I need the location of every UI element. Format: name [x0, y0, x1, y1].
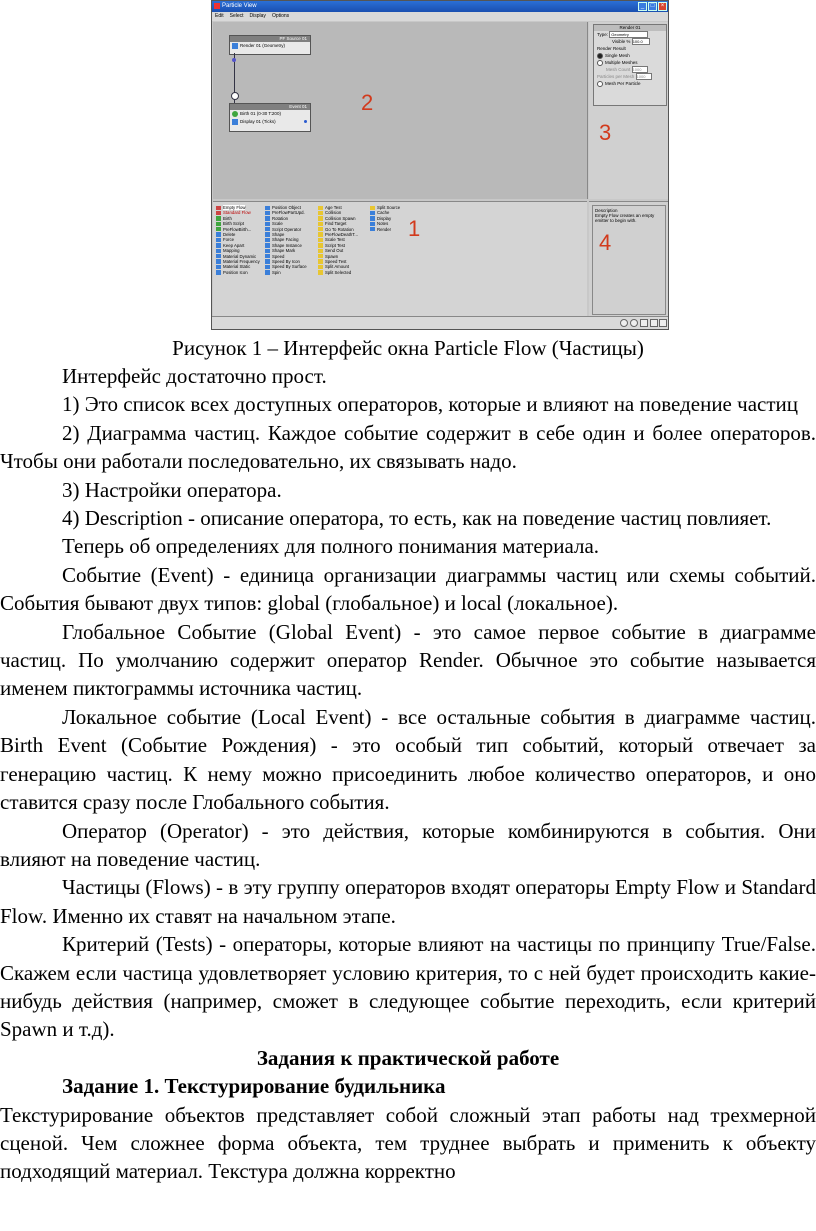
option-multiple-meshes: Multiple Meshes	[594, 59, 666, 66]
test-icon	[370, 206, 375, 210]
particle-view-screenshot	[211, 0, 669, 330]
operator-icon	[265, 227, 270, 231]
list-item: Material Dynamic	[216, 254, 260, 259]
operator-icon	[265, 232, 270, 236]
list-item: Position Object	[265, 205, 307, 210]
source-node-header: PF Source 01	[230, 36, 310, 42]
input-socket-icon	[231, 92, 239, 100]
list-item: Position Icon	[216, 270, 260, 275]
operator-icon	[265, 249, 270, 253]
description-text: Empty Flow creates an empty emitter to begin with.	[595, 213, 655, 223]
list-item: Spawn	[318, 254, 358, 259]
event-node-header: Event 01	[230, 104, 310, 110]
operator-icon	[265, 216, 270, 220]
list-item: Age Test	[318, 205, 358, 210]
test-icon	[318, 259, 323, 263]
no-zoom-icon	[659, 319, 667, 327]
operator-icon	[370, 211, 375, 215]
zoom-region-icon	[640, 319, 648, 327]
test-icon	[318, 211, 323, 215]
event-node-row: Display 01 (Ticks)	[230, 118, 310, 126]
visible-field: 100.0	[632, 38, 650, 45]
depot-column-1	[216, 205, 260, 275]
test-icon	[318, 265, 323, 269]
list-item: Cache	[370, 210, 400, 215]
document-body	[0, 362, 816, 1186]
test-icon	[318, 249, 323, 253]
operator-icon	[265, 265, 270, 269]
operator-settings-panel	[589, 22, 669, 199]
list-item: Shape Mark	[265, 248, 307, 253]
list-item: Script Test	[318, 243, 358, 248]
paragraph: Событие (Event) - единица организации диаграммы частиц или схемы событий. События бывают двух типов: global (глобальное) и local (локальное).	[0, 562, 816, 616]
list-item: Material Static	[216, 264, 260, 269]
birth-icon	[216, 216, 221, 220]
radio-icon	[597, 53, 603, 59]
list-item: Force	[216, 237, 260, 242]
zoom-icon	[630, 319, 638, 327]
description-header: Description	[595, 208, 618, 213]
list-item: Scale Test	[318, 237, 358, 242]
test-icon	[318, 238, 323, 242]
birth-icon	[216, 227, 221, 231]
paragraph: Локальное событие (Local Event) - все остальные события в диаграмме частиц. Birth Event (Событие Рождения) - это особый тип событий, который отвечает за генерацию частиц. К нему можно присоединить любое количество операторов, и оно ставится сразу после Глобального события.	[0, 704, 816, 815]
mesh-count-row: Mesh Count 1000	[594, 66, 666, 73]
list-item: PreFlowDeathT...	[318, 232, 358, 237]
region-label-1: 1	[408, 216, 421, 241]
operator-icon	[216, 259, 221, 263]
option-mesh-per-particle: Mesh Per Particle	[594, 80, 666, 87]
list-item: Go To Rotation	[318, 227, 358, 232]
operator-icon	[265, 238, 270, 242]
menu-options: Options	[271, 13, 290, 19]
depot-column-2	[265, 205, 307, 275]
flow-icon	[216, 206, 221, 210]
operator-icon	[265, 206, 270, 210]
list-item: Material Frequency	[216, 259, 260, 264]
list-item: Birth	[216, 216, 260, 221]
operator-icon	[216, 254, 221, 258]
operator-icon	[265, 243, 270, 247]
render-icon	[232, 43, 238, 49]
test-icon	[318, 227, 323, 231]
operator-icon	[216, 238, 221, 242]
close-icon: ×	[658, 2, 667, 11]
list-item: Shape Facing	[265, 237, 307, 242]
description-box	[592, 205, 666, 315]
operator-icon	[265, 222, 270, 226]
option-single-mesh: Single Mesh	[594, 52, 666, 59]
window-titlebar	[212, 1, 668, 12]
list-item: Spin	[265, 270, 307, 275]
list-item: Collision	[318, 210, 358, 215]
operator-icon	[216, 265, 221, 269]
display-color-icon	[304, 120, 307, 123]
render-result-label: Render Result	[597, 46, 626, 51]
list-item: Speed	[265, 254, 307, 259]
list-item: Speed Test	[318, 259, 358, 264]
birth-icon	[232, 111, 238, 117]
app-icon	[214, 3, 220, 9]
display-icon	[232, 119, 238, 125]
render-rollout	[593, 24, 667, 106]
list-item: Collision Spawn	[318, 216, 358, 221]
depot-column-3	[318, 205, 358, 275]
list-item: Split Amount	[318, 264, 358, 269]
event-node-row: Birth 01 (0-30 T:200)	[230, 110, 310, 118]
pan-icon	[620, 319, 628, 327]
operator-icon	[265, 259, 270, 263]
output-socket-icon	[232, 58, 236, 62]
zoom-extents-icon	[650, 319, 658, 327]
source-node	[229, 35, 311, 55]
paragraph: Частицы (Flows) - в эту группу операторов входят операторы Empty Flow и Standard Flow. Именно их ставят на начальном этапе.	[0, 875, 816, 928]
list-item: Speed By Icon	[265, 259, 307, 264]
minimize-icon: _	[638, 2, 647, 11]
task-paragraph: Текстурирование объектов представляет собой сложный этап работы над трехмерной сценой. Чем сложнее форма объекта, тем труднее выбрать и применить к объекту подходящий материал. Текстура должна корректно	[0, 1102, 816, 1184]
visible-row: Visible % 100.0	[594, 38, 666, 45]
list-item: Birth Script	[216, 221, 260, 226]
description-panel	[589, 201, 669, 318]
operator-icon	[265, 211, 270, 215]
test-icon	[318, 243, 323, 247]
list-item: Scale	[265, 221, 307, 226]
type-dropdown: Geometry	[609, 31, 648, 38]
list-item: PreFlowPartUpd.	[265, 210, 307, 215]
list-item: Script Operator	[265, 227, 307, 232]
figure-caption: Рисунок 1 – Интерфейс окна Particle Flow (Частицы)	[172, 336, 644, 360]
list-item: Notes	[370, 221, 400, 226]
render-rollout-header: Render 01	[594, 25, 666, 31]
maximize-icon: □	[648, 2, 657, 11]
region-label-3: 3	[599, 120, 612, 145]
radio-icon	[597, 81, 603, 87]
test-icon	[318, 254, 323, 258]
region-label-2: 2	[361, 90, 374, 115]
radio-icon	[597, 60, 603, 66]
list-item: PreFlowBirth...	[216, 227, 260, 232]
list-item: Standard Flow	[216, 210, 260, 215]
paragraph: Критерий (Tests) - операторы, которые влияют на частицы по принципу True/False. Скажем если частица удовлетворяет условию критерия, то с ней будет происходить какие-нибудь действия (например, сможет в следующее событие переходить, если критерий Spawn и т.д).	[0, 932, 816, 1042]
paragraph: Интерфейс достаточно прост.	[62, 364, 327, 388]
operator-icon	[216, 243, 221, 247]
paragraph: Теперь об определениях для полного понимания материала.	[62, 534, 600, 559]
source-node-row: Render 01 (Geometry)	[230, 42, 310, 50]
paragraph: 4) Description - описание оператора, то есть, как на поведение частиц повлияет.	[62, 506, 772, 531]
test-icon	[318, 232, 323, 236]
flow-icon	[216, 211, 221, 215]
paragraph: 2) Диаграмма частиц. Каждое событие содержит в себе один и более операторов. Чтобы они работали последовательно, их связывать надо.	[0, 420, 816, 474]
menu-edit: Edit	[215, 13, 224, 19]
event-node	[229, 103, 311, 132]
menu-display: Display	[249, 13, 266, 19]
paragraph: Оператор (Operator) - это действия, которые комбинируются в события. Они влияют на поведение частиц.	[0, 818, 816, 871]
list-item: Delete	[216, 232, 260, 237]
list-item: Shape	[265, 232, 307, 237]
section-heading: Задания к практической работе	[256, 1045, 560, 1070]
depot-column-4	[370, 205, 400, 232]
paragraph: 3) Настройки оператора.	[62, 477, 282, 502]
test-icon	[318, 216, 323, 220]
list-item: Display	[370, 216, 400, 221]
list-item: Split Source	[370, 205, 400, 210]
list-item: Find Target	[318, 221, 358, 226]
operator-icon	[370, 216, 375, 220]
list-item: Shape Instance	[265, 243, 307, 248]
operator-icon	[265, 254, 270, 258]
type-row: Type: Geometry	[594, 31, 666, 38]
list-item: Empty Flow	[216, 205, 260, 210]
list-item: Rotation	[265, 216, 307, 221]
window-title: Particle View	[222, 3, 257, 9]
region-label-4: 4	[599, 230, 612, 255]
operator-icon	[265, 270, 270, 274]
list-item: Mapping	[216, 248, 260, 253]
particles-per-mesh-row: Particles per Mesh 1000	[594, 73, 666, 80]
operator-icon	[216, 232, 221, 236]
paragraph: 1) Это список всех доступных операторов, которые и влияют на поведение частиц	[62, 392, 798, 417]
list-item: Speed By Surface	[265, 264, 307, 269]
operator-depot	[213, 201, 587, 318]
status-bar	[212, 316, 668, 329]
test-icon	[318, 222, 323, 226]
particle-diagram	[213, 22, 588, 199]
operator-icon	[370, 222, 375, 226]
paragraph: Глобальное Событие (Global Event) - это самое первое событие в диаграмме частиц. По умолчанию содержит оператор Render. Обычное это событие называется именем пиктограммы источника частиц.	[0, 619, 816, 701]
birth-icon	[216, 222, 221, 226]
operator-icon	[370, 227, 375, 231]
list-item: Render	[370, 227, 400, 232]
task-heading: Задание 1. Текстурирование будильника	[62, 1074, 446, 1099]
list-item: Split Selected	[318, 270, 358, 275]
list-item: Send Out	[318, 248, 358, 253]
menu-select: Select	[229, 13, 244, 19]
operator-icon	[216, 270, 221, 274]
test-icon	[318, 270, 323, 274]
operator-icon	[216, 249, 221, 253]
list-item: Keep Apart	[216, 243, 260, 248]
test-icon	[318, 206, 323, 210]
menu-bar	[212, 12, 668, 21]
